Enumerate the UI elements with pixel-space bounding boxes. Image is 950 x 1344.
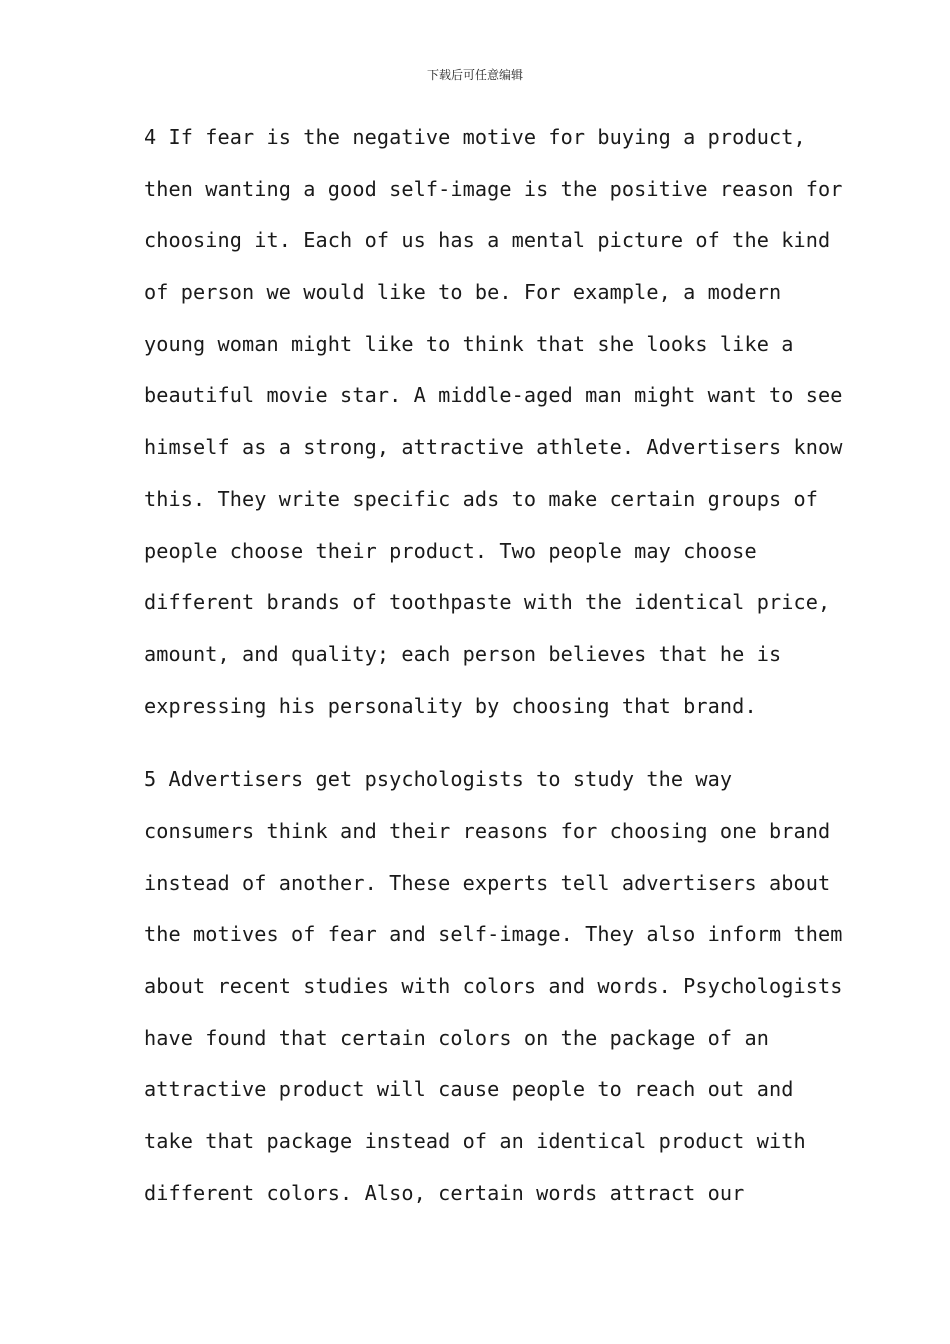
text-line: beautiful movie star. A middle-aged man might want to see (144, 383, 843, 408)
text-line: about recent studies with colors and words. Psychologists (144, 974, 843, 998)
document-body (144, 112, 843, 1219)
text-line: people choose their product. Two people may choose (144, 538, 757, 563)
text-line: have found that certain colors on the package of an (144, 1025, 769, 1050)
paragraph-5 (144, 754, 843, 1219)
text-line: different brands of toothpaste with the identical price, (144, 590, 831, 615)
text-line: 5 Advertisers get psychologists to study the way (144, 767, 733, 792)
page-header-note: 下载后可任意编辑 (426, 68, 523, 82)
text-line: then wanting a good self-image is the positive reason for (144, 176, 843, 201)
text-line: expressing his personality by choosing that brand. (144, 693, 757, 718)
text-line: attractive product will cause people to reach out and (144, 1077, 794, 1102)
text-line: take that package instead of an identical product with (144, 1129, 806, 1154)
paragraph-spacer (144, 732, 824, 754)
text-line: this. They write specific ads to make certain groups of (144, 486, 818, 511)
text-line: instead of another. These experts tell advertisers about (144, 870, 831, 895)
text-line: different colors. Also, certain words attract our (144, 1180, 745, 1205)
text-line: amount, and quality; each person believes that he is (144, 641, 782, 666)
text-line: 4 If fear is the negative motive for buying a product, (144, 125, 806, 149)
text-line: choosing it. Each of us has a mental picture of the kind (144, 228, 831, 253)
text-line: young woman might like to think that she looks like a (144, 331, 794, 356)
text-line: consumers think and their reasons for choosing one brand (144, 818, 831, 843)
text-line: of person we would like to be. For example, a modern (144, 280, 782, 305)
text-line: the motives of fear and self-image. They also inform them (144, 922, 843, 947)
text-line: himself as a strong, attractive athlete. Advertisers know (144, 435, 843, 460)
paragraph-4 (144, 112, 843, 732)
